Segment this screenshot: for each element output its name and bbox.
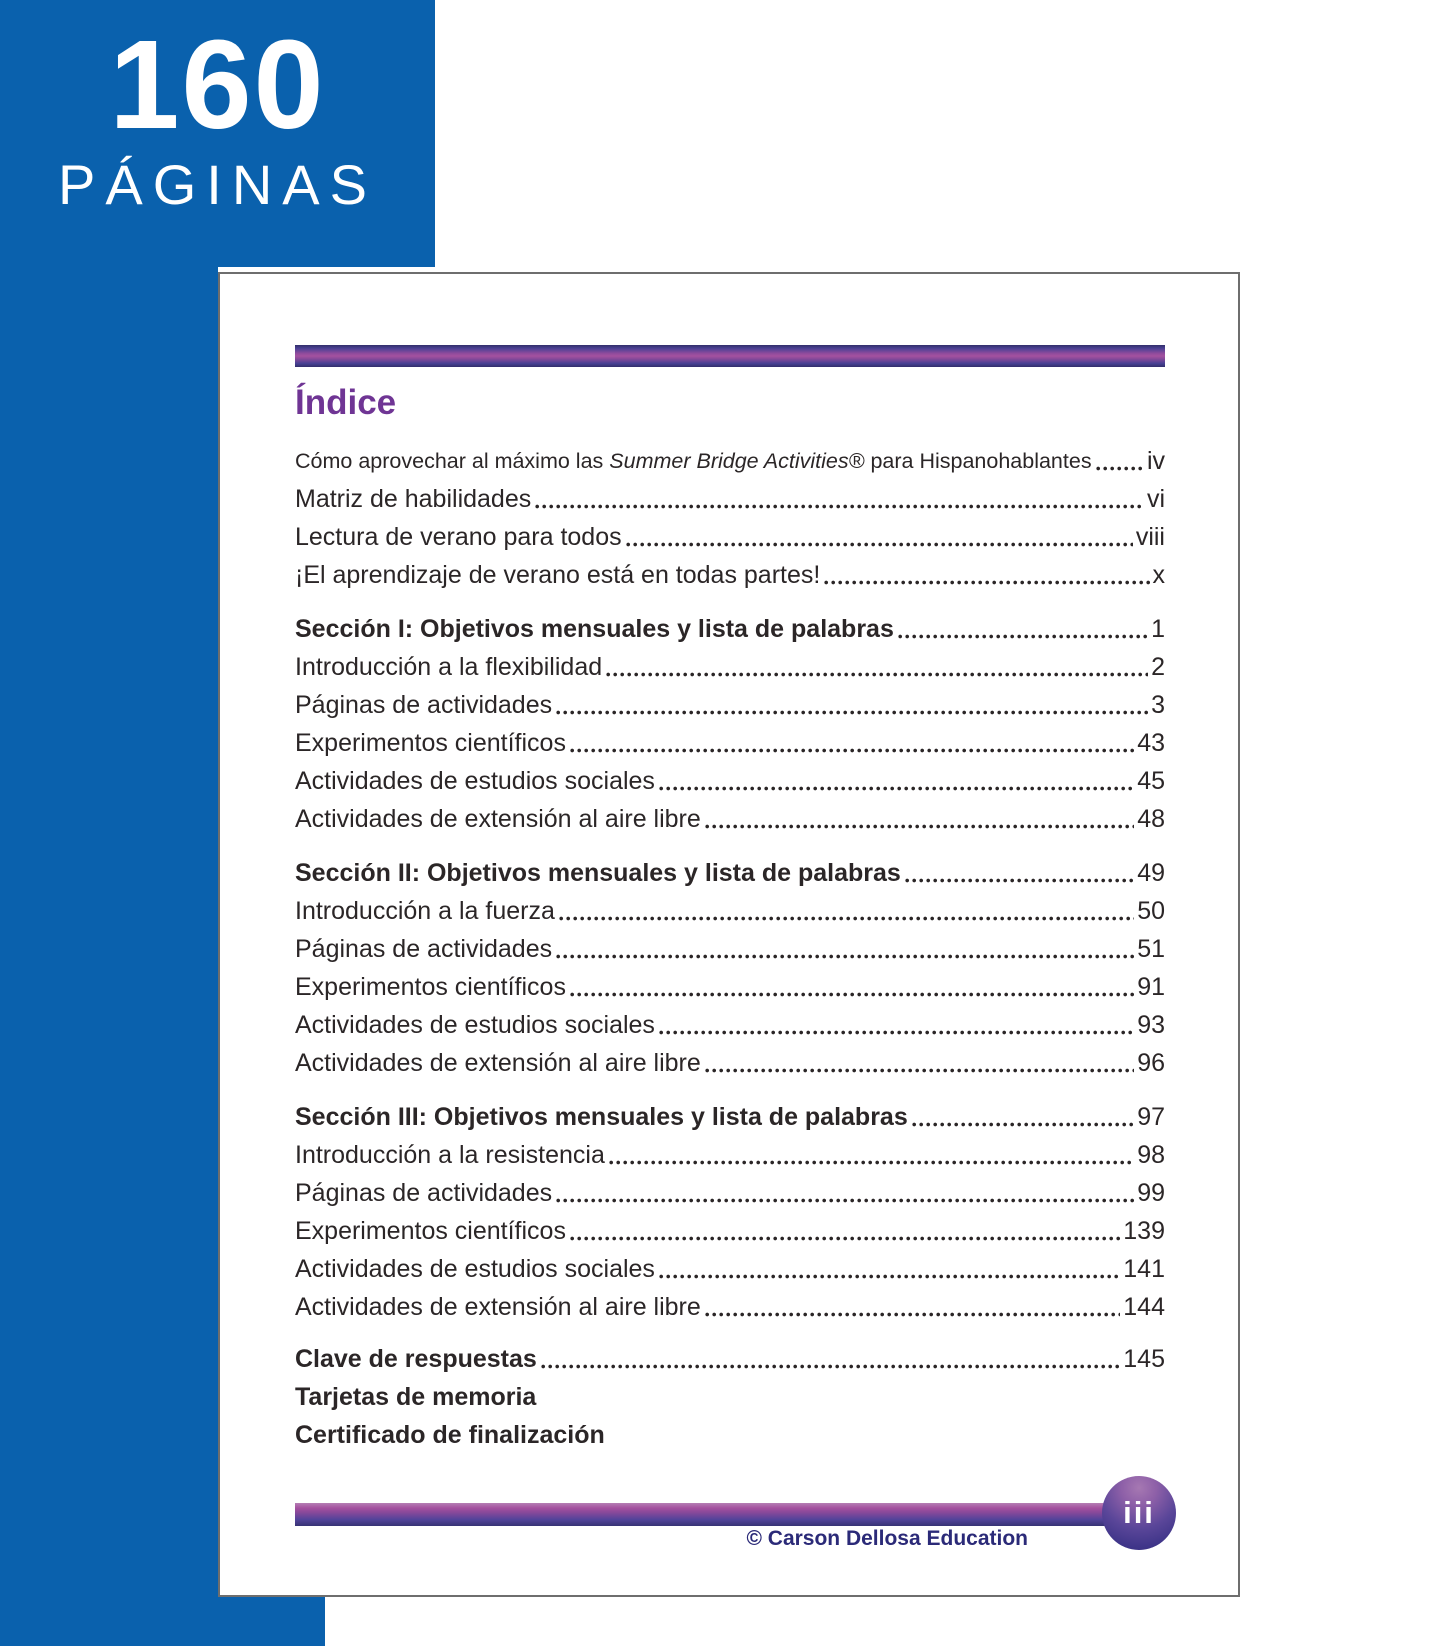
toc-page-number: 141 bbox=[1123, 1255, 1165, 1283]
bottom-divider-bar bbox=[295, 1503, 1150, 1526]
folio-number: iii bbox=[1123, 1495, 1155, 1530]
toc-page-number: 45 bbox=[1137, 767, 1165, 795]
toc-page-number: 48 bbox=[1137, 805, 1165, 833]
dotted-leader bbox=[659, 1030, 1134, 1035]
pages-label: PÁGINAS bbox=[58, 153, 377, 216]
toc-entry-label: Tarjetas de memoria bbox=[295, 1383, 537, 1411]
toc-page-number: 51 bbox=[1137, 935, 1165, 963]
toc-entry-label: Actividades de estudios sociales bbox=[295, 767, 655, 795]
toc-page-number: 3 bbox=[1151, 691, 1165, 719]
dotted-leader bbox=[626, 542, 1133, 547]
toc-entry-label: Certificado de finalización bbox=[295, 1421, 605, 1449]
dotted-leader bbox=[570, 1236, 1120, 1241]
toc-entry bbox=[295, 1011, 1165, 1039]
toc-page-number: 49 bbox=[1137, 859, 1165, 887]
toc-entry bbox=[295, 1383, 1165, 1411]
section-heading-row bbox=[295, 859, 1165, 887]
toc-page-number: 43 bbox=[1137, 729, 1165, 757]
dotted-leader bbox=[556, 710, 1148, 715]
toc-entry-label: Introducción a la fuerza bbox=[295, 897, 555, 925]
toc-entry-label: Páginas de actividades bbox=[295, 935, 553, 963]
toc-entry-label: Actividades de estudios sociales bbox=[295, 1255, 655, 1283]
toc-page-number: 144 bbox=[1123, 1293, 1165, 1321]
toc-page-number: 145 bbox=[1123, 1345, 1165, 1373]
toc-page-number: 2 bbox=[1151, 653, 1165, 681]
toc-entry bbox=[295, 805, 1165, 833]
pages-count-banner bbox=[0, 0, 435, 267]
toc-page-number: 50 bbox=[1137, 897, 1165, 925]
toc-entry bbox=[295, 1049, 1165, 1077]
page-title: Índice bbox=[295, 383, 397, 422]
pages-count: 160 bbox=[109, 14, 326, 155]
toc-entry-label: Experimentos científicos bbox=[295, 1217, 566, 1245]
dotted-leader bbox=[1096, 466, 1144, 471]
toc-entry-label: ¡El aprendizaje de verano está en todas partes! bbox=[295, 561, 821, 589]
section-heading: Sección III: Objetivos mensuales y lista de palabras bbox=[295, 1103, 908, 1131]
toc-entry-label: Páginas de actividades bbox=[295, 691, 553, 719]
dotted-leader bbox=[705, 1068, 1134, 1073]
toc-entry bbox=[295, 729, 1165, 757]
dotted-leader bbox=[559, 916, 1134, 921]
section-3-list bbox=[295, 1103, 1165, 1321]
toc-page-number: viii bbox=[1135, 523, 1165, 551]
page-number-badge bbox=[1102, 1476, 1176, 1550]
toc-entry-label: Actividades de extensión al aire libre bbox=[295, 1293, 701, 1321]
section-heading: Sección II: Objetivos mensuales y lista de palabras bbox=[295, 859, 901, 887]
toc-entry-label: Clave de respuestas bbox=[295, 1345, 537, 1373]
toc-entry-label: Matriz de habilidades bbox=[295, 485, 532, 513]
dotted-leader bbox=[609, 1160, 1134, 1165]
section-heading-row bbox=[295, 1103, 1165, 1131]
toc-entry-label: Páginas de actividades bbox=[295, 1179, 553, 1207]
dotted-leader bbox=[556, 954, 1134, 959]
toc-entry bbox=[295, 897, 1165, 925]
toc-entry-label: Experimentos científicos bbox=[295, 729, 566, 757]
toc-entry bbox=[295, 1255, 1165, 1283]
toc-page-number: 99 bbox=[1137, 1179, 1165, 1207]
toc-entry bbox=[295, 653, 1165, 681]
toc-entry-label: Actividades de extensión al aire libre bbox=[295, 1049, 701, 1077]
dotted-leader bbox=[912, 1122, 1134, 1127]
section-heading: Sección I: Objetivos mensuales y lista de palabras bbox=[295, 615, 894, 643]
toc-entry-label: Actividades de estudios sociales bbox=[295, 1011, 655, 1039]
document-page bbox=[218, 272, 1240, 1597]
dotted-leader bbox=[705, 1312, 1120, 1317]
dotted-leader bbox=[659, 1274, 1120, 1279]
toc-entry-label: Cómo aprovechar al máximo las Summer Bridge Activities® para Hispanohablantes bbox=[295, 449, 1092, 473]
section-2-list bbox=[295, 859, 1165, 1077]
back-matter-list bbox=[295, 1345, 1165, 1449]
dotted-leader bbox=[570, 992, 1134, 997]
toc-entry-label: Actividades de extensión al aire libre bbox=[295, 805, 701, 833]
toc-entry bbox=[295, 1179, 1165, 1207]
toc-entry bbox=[295, 1293, 1165, 1321]
top-divider-bar bbox=[295, 345, 1165, 367]
toc-page-number: vi bbox=[1146, 485, 1165, 513]
toc-entry-label: Experimentos científicos bbox=[295, 973, 566, 1001]
toc-page-number: 93 bbox=[1137, 1011, 1165, 1039]
toc-entry bbox=[295, 767, 1165, 795]
toc-page-number: 1 bbox=[1151, 615, 1165, 643]
toc-entry bbox=[295, 973, 1165, 1001]
bottom-blue-strip bbox=[0, 1597, 325, 1646]
front-matter-list bbox=[295, 447, 1165, 589]
toc-entry bbox=[295, 1217, 1165, 1245]
toc-page-number: 96 bbox=[1137, 1049, 1165, 1077]
toc-entry bbox=[295, 485, 1165, 513]
toc-page-number: 91 bbox=[1137, 973, 1165, 1001]
dotted-leader bbox=[606, 672, 1148, 677]
dotted-leader bbox=[898, 634, 1148, 639]
toc-entry bbox=[295, 1141, 1165, 1169]
dotted-leader bbox=[905, 878, 1134, 883]
toc-entry bbox=[295, 691, 1165, 719]
section-heading-row bbox=[295, 615, 1165, 643]
toc-page-number: iv bbox=[1146, 447, 1165, 475]
toc-entry-label: Introducción a la flexibilidad bbox=[295, 653, 603, 681]
toc-page-number: 139 bbox=[1123, 1217, 1165, 1245]
dotted-leader bbox=[570, 748, 1134, 753]
toc-entry-label: Lectura de verano para todos bbox=[295, 523, 622, 551]
toc-page-number: 97 bbox=[1137, 1103, 1165, 1131]
toc-page-number: 98 bbox=[1137, 1141, 1165, 1169]
toc-entry-label: Introducción a la resistencia bbox=[295, 1141, 605, 1169]
dotted-leader bbox=[824, 580, 1149, 585]
section-1-list bbox=[295, 615, 1165, 833]
copyright-notice: © Carson Dellosa Education bbox=[746, 1527, 1028, 1550]
dotted-leader bbox=[659, 786, 1134, 791]
toc-entry bbox=[295, 523, 1165, 551]
toc-entry bbox=[295, 935, 1165, 963]
dotted-leader bbox=[535, 504, 1144, 509]
toc-entry bbox=[295, 1345, 1165, 1373]
toc-entry bbox=[295, 1421, 1165, 1449]
toc-entry bbox=[295, 447, 1165, 475]
toc-page-number: x bbox=[1152, 561, 1165, 589]
toc-entry bbox=[295, 561, 1165, 589]
dotted-leader bbox=[541, 1364, 1120, 1369]
dotted-leader bbox=[705, 824, 1134, 829]
dotted-leader bbox=[556, 1198, 1134, 1203]
